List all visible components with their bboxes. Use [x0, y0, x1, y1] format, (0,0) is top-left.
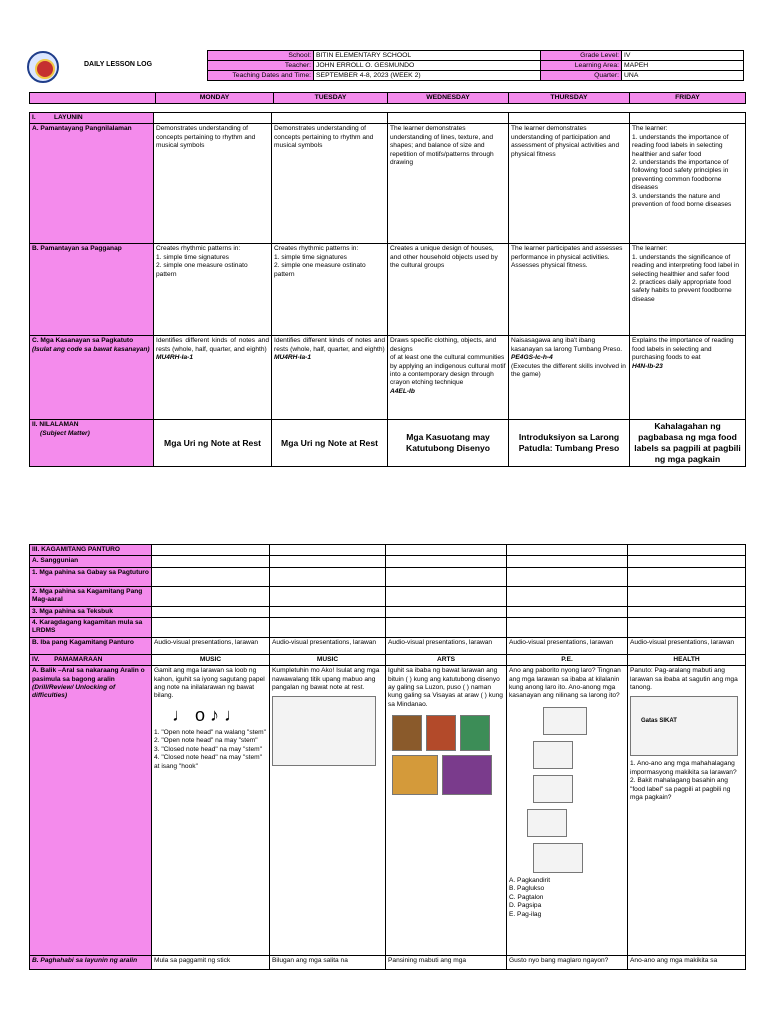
paghahabi-wednesday: Pansining mabuti ang mga — [386, 956, 507, 970]
grade-label: Grade Level: — [541, 51, 622, 61]
av-monday: Audio-visual presentations, larawan — [152, 637, 270, 654]
school-label: School: — [208, 51, 314, 61]
game-image-2 — [533, 741, 573, 769]
nilalaman-wednesday: Mga Kasuotang may Katutubong Disenyo — [388, 420, 509, 467]
row-label-iba-pang-kagamitan: B. Iba pang Kagamitang Panturo — [30, 637, 152, 654]
quarter-value: UNA — [622, 71, 744, 81]
dates-label: Teaching Dates and Time: — [208, 71, 314, 81]
section-kagamitang-panturo: III. KAGAMITANG PANTURO — [30, 545, 152, 556]
subject-health: HEALTH — [628, 654, 746, 665]
subject-music-1: MUSIC — [152, 654, 270, 665]
dates-value: SEPTEMBER 4-8, 2023 (WEEK 2) — [314, 71, 541, 81]
game-image-3 — [533, 775, 573, 803]
teacher-value: JOHN ERROLL O. GESMUNDO — [314, 61, 541, 71]
balik-aral-wednesday: Iguhit sa ibaba ng bawat larawan ang bituin ( ) kung ang katutubong disenyo ay galing sa Luzon, puso ( ) naman kung galing sa Visayas at araw ( ) kung sa Mindanao. — [386, 666, 507, 956]
row-label-sanggunian: A. Sanggunian — [30, 556, 152, 567]
materials-procedure-table — [29, 544, 746, 970]
area-label: Learning Area: — [541, 61, 622, 71]
row-label-pamantayang-pangnilalaman: A. Pamantayang Pangnilalaman — [30, 124, 154, 244]
b-friday: The learner: 1. understands the significance of reading and interpreting food label in selecting healthier and safer food 2. practices daily appropriate food safety habits to prevent foodborne disease — [630, 244, 746, 336]
woven-mat-image — [392, 715, 422, 751]
row-label-teksbuk: 3. Mga pahina sa Teksbuk — [30, 606, 152, 617]
a-friday: The learner: 1. understands the importance of reading food labels in selecting healthier and safer food 2. understands the importance of following food safety principles in preventing common foodborne diseases 3. understands the nature and prevention of food borne diseases — [630, 124, 746, 244]
day-wednesday: WEDNESDAY — [388, 93, 509, 104]
garment-image — [460, 715, 490, 751]
quarter-label: Quarter: — [541, 71, 622, 81]
music-notes-image: ♩ o ♪ ♩ — [172, 704, 243, 725]
paghahabi-friday: Ano-ano ang mga makikita sa — [628, 956, 746, 970]
game-image-4 — [527, 809, 567, 837]
deped-seal-logo — [27, 51, 59, 83]
av-tuesday: Audio-visual presentations, larawan — [270, 637, 386, 654]
a-tuesday: Demonstrates understanding of concepts pertaining to rhythm and musical symbols — [272, 124, 388, 244]
nilalaman-monday: Mga Uri ng Note at Rest — [154, 420, 272, 467]
row-label-balik-aral: A. Balik –Aral sa nakaraang Aralin o pasimula sa bagong aralin (Drill/Review/ Unlocking of difficulties) — [30, 666, 152, 956]
textile-image — [426, 715, 456, 751]
paghahabi-monday: Mula sa paggamit ng stick — [152, 956, 270, 970]
teacher-label: Teacher: — [208, 61, 314, 71]
c-monday: Identifies different kinds of notes and rests (whole, half, quarter, and eighth) MU4RH-Ia-1 — [154, 336, 272, 420]
day-header-blank — [30, 93, 156, 104]
paghahabi-tuesday: Bilugan ang mga salita na — [270, 956, 386, 970]
section-nilalaman: II. NILALAMAN (Subject Matter) — [30, 420, 154, 467]
row-label-lrdms: 4. Karagdagang kagamitan mula sa LRDMS — [30, 618, 152, 638]
paghahabi-thursday: Gusto nyo bang maglaro ngayon? — [507, 956, 628, 970]
nilalaman-tuesday: Mga Uri ng Note at Rest — [272, 420, 388, 467]
grade-value: IV — [622, 51, 744, 61]
balik-aral-monday: Gamit ang mga larawan sa loob ng kahon, iguhit sa iyong sagutang papel ang note na inilalarawan ng bawat bilang. ♩ o ♪ ♩ 1. "Open note head" na walang "stem" 2. "Open note head" na may "stem" 3. "Closed note head" na may "stem" 4. "Closed note head" na may "stem" at isang "hook" — [152, 666, 270, 956]
b-wednesday: Creates a unique design of houses, and other household objects used by the cultural groups — [388, 244, 509, 336]
day-thursday: THURSDAY — [509, 93, 630, 104]
row-label-kagamitang-pang-mag-aaral: 2. Mga pahina sa Kagamitang Pang Mag-aaral — [30, 586, 152, 606]
section-layunin: I. LAYUNIN — [30, 113, 154, 124]
c-tuesday: Identifies different kinds of notes and rests (whole, half, quarter, and eighth) MU4RH-Ia-1 — [272, 336, 388, 420]
subject-music-2: MUSIC — [270, 654, 386, 665]
row-label-paghahabi: B. Paghahabi sa layunin ng aralin — [30, 956, 152, 970]
nilalaman-friday: Kahalagahan ng pagbabasa ng mga food labels sa pagpili at pagbili ng mga pagkain — [630, 420, 746, 467]
day-header-row — [29, 92, 746, 104]
day-monday: MONDAY — [156, 93, 274, 104]
area-value: MAPEH — [622, 61, 744, 71]
av-wednesday: Audio-visual presentations, larawan — [386, 637, 507, 654]
day-friday: FRIDAY — [630, 93, 746, 104]
a-monday: Demonstrates understanding of concepts pertaining to rhythm and musical symbols — [154, 124, 272, 244]
c-friday: Explains the importance of reading food labels in selecting and purchasing foods to eat H4N-Ib-23 — [630, 336, 746, 420]
balik-aral-tuesday: Kumpletuhin mo Ako! Isulat ang mga nawawalang titik upang mabuo ang pangalan ng bawat note at rest. — [270, 666, 386, 956]
school-value: BITIN ELEMENTARY SCHOOL — [314, 51, 541, 61]
c-wednesday: Draws specific clothing, objects, and designs of at least one the cultural communities by applying an indigenous cultural motif into a contemporary design through crayon etching technique A4EL-Ib — [388, 336, 509, 420]
game-image-1 — [543, 707, 587, 735]
subject-pe: P.E. — [507, 654, 628, 665]
av-thursday: Audio-visual presentations, larawan — [507, 637, 628, 654]
cultural-design-images — [392, 715, 504, 751]
row-label-pamantayan-sa-pagganap: B. Pamantayan sa Pagganap — [30, 244, 154, 336]
balik-aral-friday: Panuto: Pag-aralang mabuti ang larawan sa ibaba at sagutin ang mga tanong. Gatas SIKAT 1. Ano-ano ang mga mahahalagang impormasyong makikita sa larawan? 2. Bakit mahalagang basahin ang "food label" sa pagpili at pagbili ng mga pagkain? — [628, 666, 746, 956]
game-image-5 — [533, 843, 583, 873]
header-table — [207, 50, 744, 81]
row-label-kasanayan: C. Mga Kasanayan sa Pagkatuto (Isulat ang code sa bawat kasanayan) — [30, 336, 154, 420]
mat-image — [392, 755, 438, 795]
b-thursday: The learner participates and assesses performance in physical activities. Assesses physical fitness. — [509, 244, 630, 336]
subject-arts: ARTS — [386, 654, 507, 665]
doc-title: DAILY LESSON LOG — [84, 61, 153, 68]
note-rest-worksheet-image — [272, 696, 376, 766]
a-wednesday: The learner demonstrates understanding of lines, texture, and shapes; and balance of size and repetition of motifs/patterns through drawing — [388, 124, 509, 244]
nilalaman-thursday: Introduksiyon sa Larong Patudla: Tumbang Preso — [509, 420, 630, 467]
c-thursday: Naisasagawa ang iba't ibang kasanayan sa larong Tumbang Preso. PE4GS-Ic-h-4 (Executes the different skills involved in the game) — [509, 336, 630, 420]
b-monday: Creates rhythmic patterns in: 1. simple time signatures 2. simple one measure ostinato pattern — [154, 244, 272, 336]
row-label-gabay: 1. Mga pahina sa Gabay sa Pagtuturo — [30, 567, 152, 586]
milk-carton-image: Gatas SIKAT — [630, 696, 738, 756]
objectives-table — [29, 112, 746, 467]
a-thursday: The learner demonstrates understanding of participation and assessment of physical activities and physical fitness — [509, 124, 630, 244]
av-friday: Audio-visual presentations, larawan — [628, 637, 746, 654]
section-pamamaraan: IV. PAMAMARAAN — [30, 654, 152, 665]
b-tuesday: Creates rhythmic patterns in: 1. simple time signatures 2. simple one measure ostinato pattern — [272, 244, 388, 336]
balik-aral-thursday: Ano ang paborito nyong laro? Tingnan ang mga larawan sa ibaba at kilalanin kung anong laro ito. Ano-anong mga kasanayan ang nilinang sa larong ito? A. Pagkandirit B. Paglukso C. Pagtalon D. Pagsipa E. Pag-ilag — [507, 666, 628, 956]
weave-image — [442, 755, 492, 795]
day-tuesday: TUESDAY — [274, 93, 388, 104]
